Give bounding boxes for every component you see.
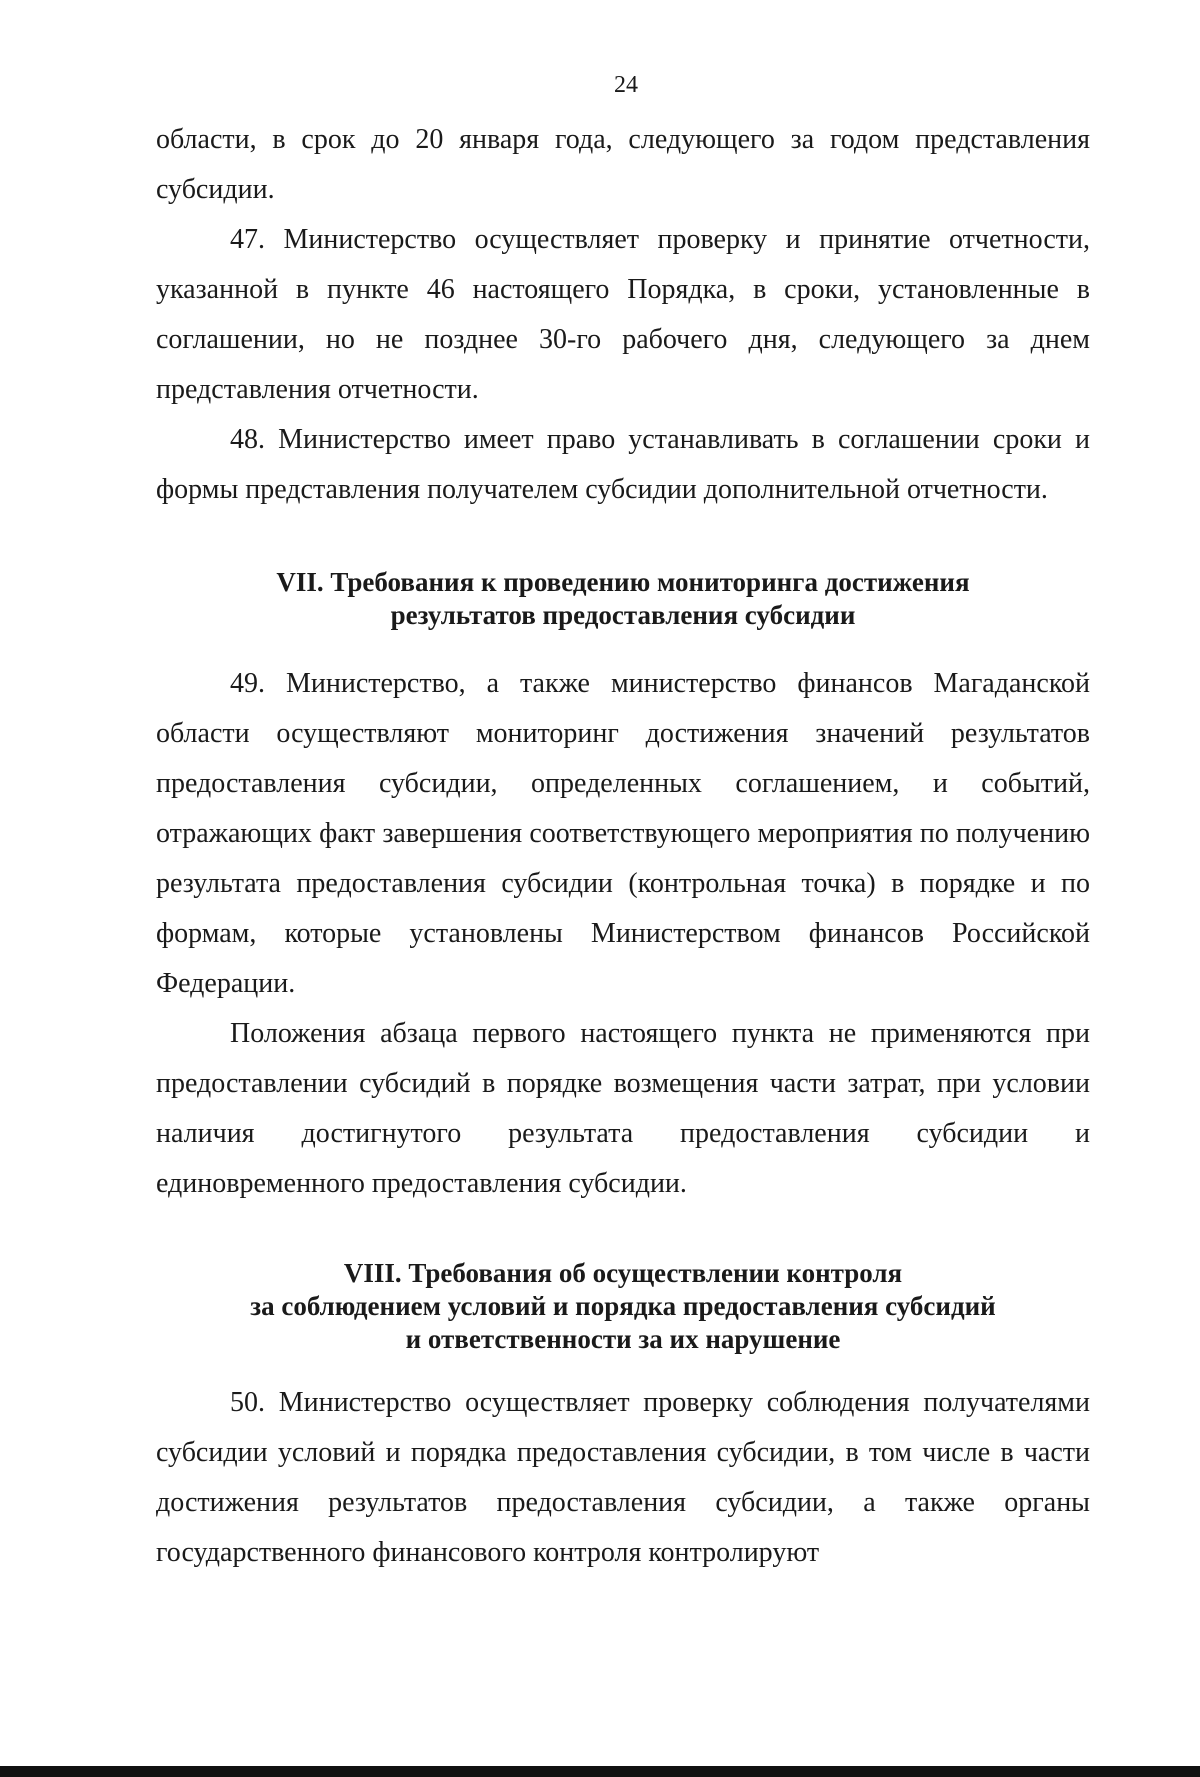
paragraph-50: 50. Министерство осуществляет проверку соблюдения получателями субсидии условий и порядка предоставления субсидии, в том числе в части достижения результатов предоставления субсидии, а также органы государственного финансового контроля контролируют xyxy=(156,1387,1090,1568)
paragraph-49-second: Положения абзаца первого настоящего пункта не применяются при предоставлении субсидий в порядке возмещения части затрат, при условии наличия достигнутого результата предоставления субсидии и единовременного предоставления субсидии. xyxy=(156,1018,1090,1199)
section-heading-line: и ответственности за их нарушение xyxy=(405,1324,841,1354)
scan-edge-bar xyxy=(0,1766,1200,1777)
paragraph-48: 48. Министерство имеет право устанавливать в соглашении сроки и формы представления получателем субсидии дополнительной отчетности. xyxy=(156,424,1090,505)
section-heading-viii xyxy=(156,1257,1090,1356)
section-heading-vii xyxy=(156,566,1090,632)
section-heading-line: VII. Требования к проведению мониторинга достижения xyxy=(276,567,970,597)
section-heading-line: VIII. Требования об осуществлении контроля xyxy=(343,1258,903,1288)
document-body xyxy=(156,115,1090,1578)
paragraph-47: 47. Министерство осуществляет проверку и принятие отчетности, указанной в пункте 46 настоящего Порядка, в сроки, установленные в соглашении, но не позднее 30-го рабочего дня, следующего за днем представления отчетности. xyxy=(156,224,1090,405)
section-heading-line: за соблюдением условий и порядка предоставления субсидий xyxy=(250,1291,996,1321)
paragraph-continuation: области, в срок до 20 января года, следующего за годом представления субсидии. xyxy=(156,124,1090,205)
paragraph-49: 49. Министерство, а также министерство финансов Магаданской области осуществляют мониторинг достижения значений результатов предоставления субсидии, определенных соглашением, и событий, отражающих факт завершения соответствующего мероприятия по получению результата предоставления субсидии (контрольная точка) в порядке и по формам, которые установлены Министерством финансов Российской Федерации. xyxy=(156,668,1090,999)
section-heading-line: результатов предоставления субсидии xyxy=(390,600,856,630)
page-number: 24 xyxy=(614,72,638,98)
